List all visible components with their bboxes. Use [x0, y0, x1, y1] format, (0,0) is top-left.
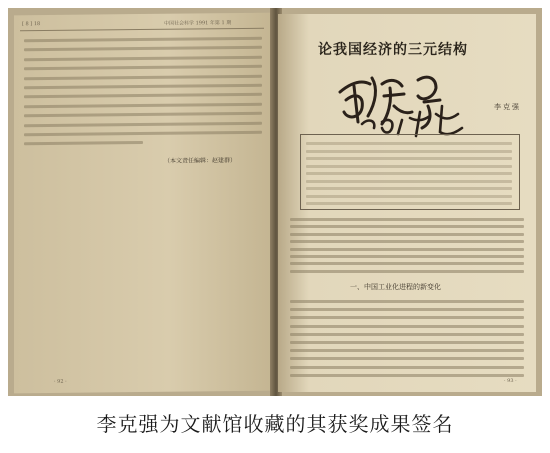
right-page: [278, 14, 536, 392]
handwritten-signature: [332, 62, 482, 142]
text-line: [24, 56, 262, 61]
text-line: [306, 187, 512, 190]
left-header-rule: [20, 28, 264, 32]
text-line: [290, 357, 524, 360]
text-line: [290, 374, 524, 377]
text-line: [24, 112, 262, 117]
text-line: [306, 202, 512, 205]
photo-caption: 李克强为文献馆收藏的其获奖成果签名: [96, 412, 454, 436]
text-line: [306, 180, 512, 183]
text-line: [24, 46, 262, 51]
text-line: [306, 195, 512, 198]
text-line: [290, 366, 524, 369]
article-title: 论我国经济的三元结构: [318, 42, 468, 58]
text-line: [290, 341, 524, 344]
text-line: [24, 37, 262, 42]
text-line: [306, 142, 512, 145]
text-line: [24, 131, 262, 136]
text-line: [290, 240, 524, 243]
text-line: [306, 165, 512, 168]
text-line: [306, 172, 512, 175]
left-body-text: [14, 13, 272, 16]
text-line: [290, 333, 524, 336]
editor-note: （本文责任编辑：赵建群）: [164, 157, 237, 165]
text-line: [24, 65, 262, 70]
text-line: [24, 93, 262, 98]
text-line: [290, 218, 524, 221]
text-line: [24, 103, 262, 108]
text-line: [24, 141, 143, 145]
text-line: [290, 225, 524, 228]
text-line: [290, 255, 524, 258]
right-page-number: · 93 ·: [504, 378, 517, 384]
book-photo: [8, 8, 542, 396]
text-line: [290, 233, 524, 236]
text-line: [290, 270, 524, 273]
text-line: [24, 121, 262, 126]
text-line: [290, 248, 524, 251]
text-line: [290, 300, 524, 303]
text-line: [306, 157, 512, 160]
text-line: [290, 316, 524, 319]
text-line: [306, 150, 512, 153]
text-line: [290, 349, 524, 352]
text-line: [290, 325, 524, 328]
text-line: [290, 262, 524, 265]
left-header-left: [ 8 ] 18: [22, 21, 41, 28]
text-line: [24, 84, 262, 89]
text-line: [24, 74, 262, 79]
text-line: [290, 308, 524, 311]
left-header-right: 中国社会科学 1991 年第 1 期: [164, 20, 232, 27]
article-author: 李克强: [494, 103, 521, 111]
left-page-number: · 92 ·: [54, 378, 67, 385]
left-page: [14, 13, 272, 394]
section-heading: 一、中国工业化进程的新变化: [350, 283, 441, 291]
